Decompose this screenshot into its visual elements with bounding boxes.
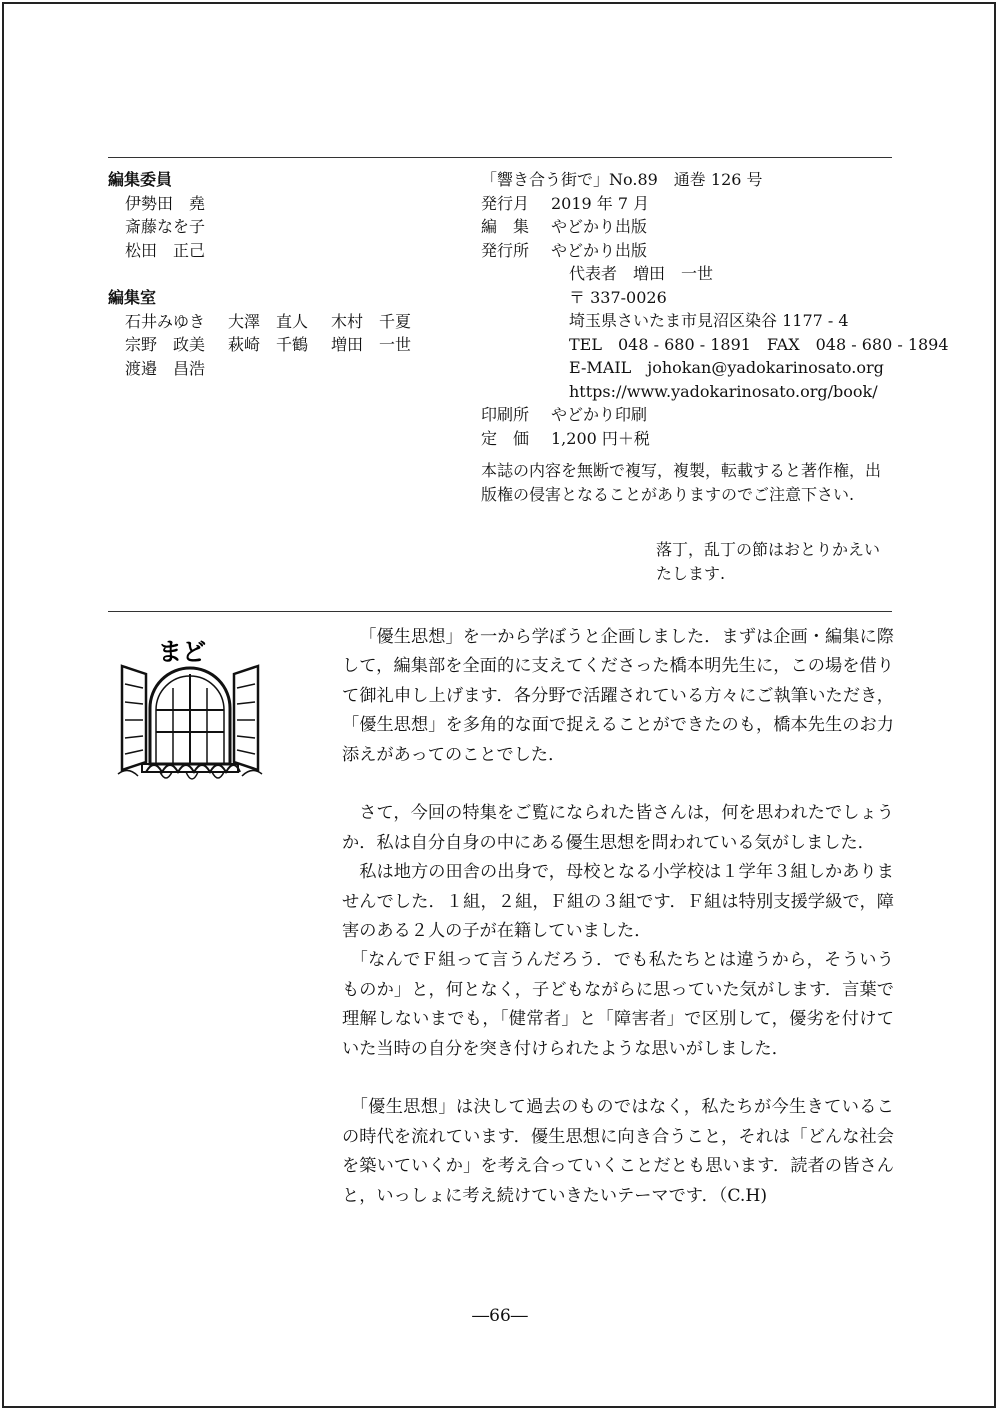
- address: 埼玉県さいたま市見沼区染谷 1177 - 4: [569, 311, 849, 330]
- editorial-paragraph: さて，今回の特集をご覧になられた皆さんは，何を思われたでしょうか．私は自分自身の中にある優生思想を問われている気がしました．: [342, 803, 894, 853]
- board-member: 松田 正己: [125, 240, 206, 260]
- editorial-paragraph: 「優生思想」を一から学ぼうと企画しました．まずは企画・編集に際して，編集部を全面的に支えてくださった橋本明先生に，この場を借りて御礼申し上げます．各分野で活躍されている方々にご執筆いただき，「優生思想」を多角的な面で捉えることができたのも，橋本先生のお力添えがあってのことでした．: [342, 627, 894, 765]
- office-member: 宗野 政美: [125, 335, 206, 354]
- editorial-paragraph: 「なんでＦ組って言うんだろう．でも私たちとは違うから，そういうものか」と，何となく，子どもながらに思っていた気がします．言葉で理解しないまでも，「健常者」と「障害者」で区別して，優劣を付けていた当時の自分を突き付けられたような思いがしました．: [342, 950, 894, 1059]
- editor-value: やどかり出版: [551, 217, 648, 236]
- email: E-MAIL johokan@yadokarinosato.org: [569, 358, 884, 377]
- phone-fax: TEL 048 - 680 - 1891 FAX 048 - 680 - 1894: [569, 334, 949, 354]
- office-member: 萩崎 千鶴: [228, 335, 309, 354]
- illustration-label: まど: [158, 637, 206, 666]
- window-drawing: [116, 632, 264, 794]
- editorial-office-heading: 編集室: [108, 288, 157, 307]
- office-member: 大澤 直人: [228, 311, 309, 331]
- staff-list: [108, 168, 458, 380]
- representative: 代表者 増田 一世: [569, 264, 714, 283]
- printer-label: 印刷所: [481, 405, 530, 424]
- editorial-paragraph: 「優生思想」は決して過去のものではなく，私たちが今生きているこの時代を流れています．優生思想に向き合うこと，それは「どんな社会を築いていくか」を考え合っていくことだとも思います．読者の皆さんと，いっしょに考え続けていきたいテーマです．（C.H): [342, 1097, 894, 1206]
- misprint-notice: 落丁，乱丁の節はおとりかえいたします.: [656, 540, 881, 583]
- board-member: 伊勢田 堯: [125, 193, 206, 213]
- page-number: ―66―: [472, 1306, 528, 1326]
- middle-rule: [108, 611, 892, 612]
- office-member: 増田 一世: [331, 335, 412, 354]
- office-member: 渡邉 昌浩: [125, 358, 206, 378]
- publisher-label: 発行所: [481, 240, 530, 260]
- editorial-paragraph: 私は地方の田舎の出身で，母校となる小学校は１学年３組しかありませんでした．１組，２組，Ｆ組の３組です．Ｆ組は特別支援学級で，障害のある２人の子が在籍していました．: [342, 862, 894, 942]
- top-rule: [108, 157, 892, 158]
- publisher-value: やどかり出版: [551, 240, 648, 260]
- office-member: 木村 千夏: [331, 311, 412, 331]
- editor-label: 編 集: [481, 217, 530, 236]
- website-url: https://www.yadokarinosato.org/book/: [569, 381, 878, 401]
- office-member: 石井みゆき: [125, 311, 206, 331]
- postal-code: 〒 337-0026: [569, 287, 667, 307]
- colophon: [481, 168, 949, 450]
- board-member: 斎藤なを子: [125, 217, 206, 236]
- price-label: 定 価: [481, 428, 530, 448]
- copyright-notice: 本誌の内容を無断で複写，複製，転載すると著作権，出版権の侵害となることがありますのでご注意下さい.: [481, 461, 882, 504]
- editorial-board-heading: 編集委員: [108, 170, 173, 189]
- issue-label: 発行月: [481, 193, 530, 213]
- issue-value: 2019 年 7 月: [551, 193, 650, 213]
- office-members: [108, 310, 458, 381]
- publication-title: 「響き合う街で」No.89 通巻 126 号: [481, 170, 763, 189]
- window-illustration: [116, 632, 264, 794]
- editorial-afterword: [342, 623, 894, 1211]
- price-value: 1,200 円＋税: [551, 428, 650, 448]
- printer-value: やどかり印刷: [551, 405, 648, 424]
